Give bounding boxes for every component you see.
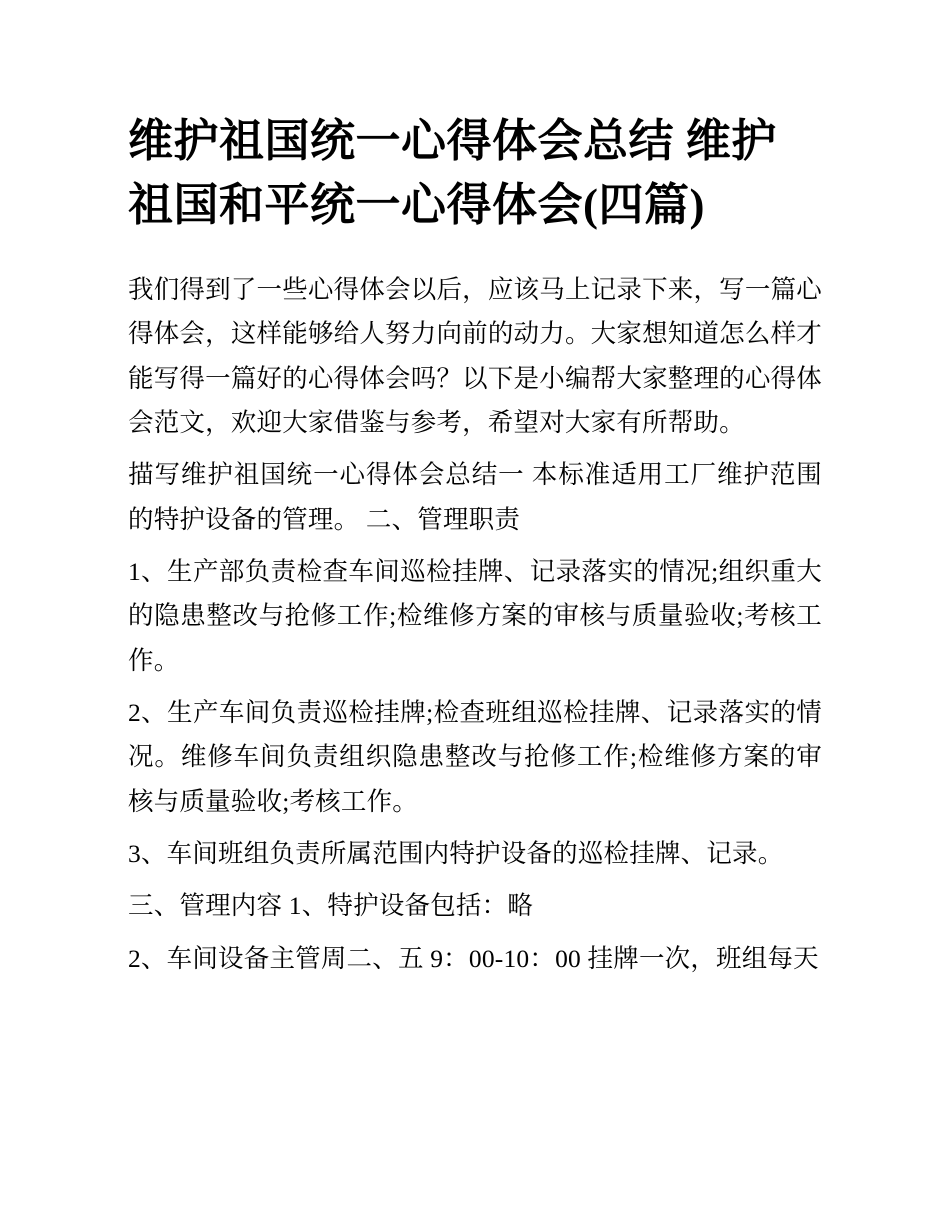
body-paragraph-3: 1、生产部负责检查车间巡检挂牌、记录落实的情况;组织重大的隐患整改与抢修工作;检维修方案的审核与质量验收;考核工作。 [128, 556, 822, 675]
body-paragraph-6: 三、管理内容 1、特护设备包括：略 [128, 891, 534, 921]
body-paragraph-1: 我们得到了一些心得体会以后，应该马上记录下来，写一篇心得体会，这样能够给人努力向前的动力。大家想知道怎么样才能写得一篇好的心得体会吗？以下是小编帮大家整理的心得体会范文，欢迎大家借鉴与参考，希望对大家有所帮助。 [128, 274, 822, 437]
body-paragraph-4: 2、生产车间负责巡检挂牌;检查班组巡检挂牌、记录落实的情况。维修车间负责组织隐患整改与抢修工作;检维修方案的审核与质量验收;考核工作。 [128, 698, 822, 816]
body-paragraph-2: 描写维护祖国统一心得体会总结一 本标准适用工厂维护范围的特护设备的管理。 二、管理职责 [128, 460, 822, 534]
body-paragraph-5: 3、车间班组负责所属范围内特护设备的巡检挂牌、记录。 [128, 839, 784, 869]
body-paragraph-7: 2、车间设备主管周二、五 9：00-10：00 挂牌一次，班组每天 [128, 943, 819, 973]
page-title: 维护祖国统一心得体会总结 维护祖国和平统一心得体会(四篇) [128, 116, 777, 230]
